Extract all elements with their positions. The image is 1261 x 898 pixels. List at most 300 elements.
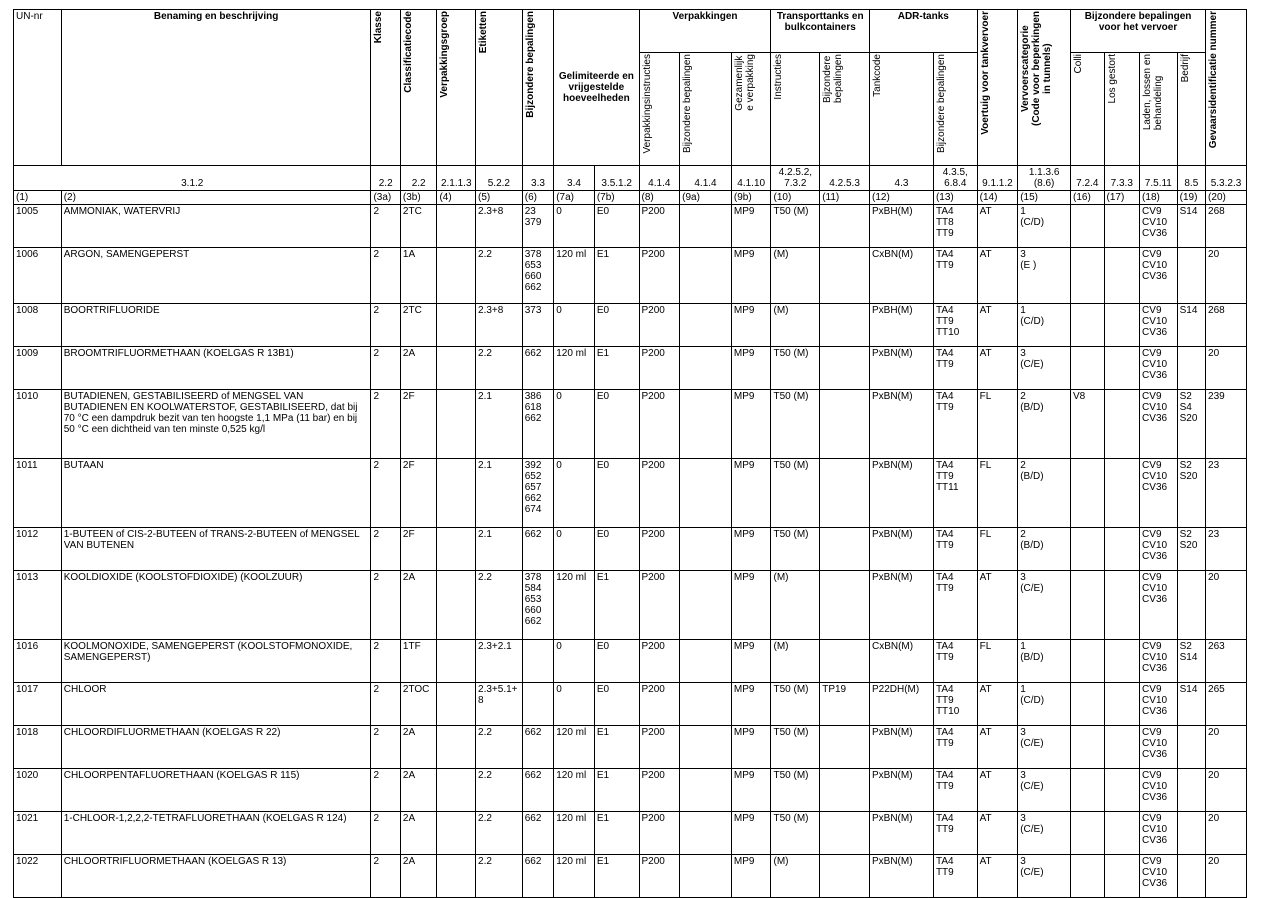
- table-cell: [680, 640, 732, 683]
- column-number: (4): [437, 191, 476, 205]
- table-cell: 3 (C/E): [1018, 769, 1071, 812]
- table-row: [14, 640, 1247, 683]
- header-verpakkingsgroep: Verpakkingsgroep: [437, 10, 476, 166]
- table-cell: [1104, 205, 1140, 248]
- table-cell: TA4 TT9: [933, 528, 977, 571]
- table-cell: [1104, 390, 1140, 459]
- table-cell: TP19: [820, 683, 870, 726]
- table-cell: MP9: [731, 528, 771, 571]
- table-row: [14, 855, 1247, 898]
- table-cell: [437, 390, 476, 459]
- table-cell: [1071, 683, 1105, 726]
- table-cell: 120 ml: [554, 726, 595, 769]
- table-cell: MP9: [731, 571, 771, 640]
- table-cell: 3 (E ): [1018, 248, 1071, 304]
- table-cell: [1104, 640, 1140, 683]
- table-cell: [820, 205, 870, 248]
- header-laden-lossen: Laden, lossen en behandeling: [1140, 53, 1178, 166]
- table-cell: AT: [977, 347, 1018, 390]
- table-cell: T50 (M): [771, 683, 820, 726]
- table-cell: 239: [1206, 390, 1247, 459]
- column-number: (18): [1140, 191, 1178, 205]
- ref-cell: 3.3: [522, 166, 553, 191]
- table-cell: E0: [594, 304, 639, 347]
- table-cell: 20: [1206, 571, 1247, 640]
- ref-cell: 5.3.2.3: [1206, 166, 1247, 191]
- table-cell: TA4 TT9 TT11: [933, 459, 977, 528]
- table-cell: [1177, 248, 1205, 304]
- table-cell: TA4 TT9: [933, 571, 977, 640]
- name-cell: KOOLMONOXIDE, SAMENGEPERST (KOOLSTOFMONOXIDE, SAMENGEPERST): [61, 640, 371, 683]
- column-number: (9b): [731, 191, 771, 205]
- name-cell: AMMONIAK, WATERVRIJ: [61, 205, 371, 248]
- ref-cell: 8.5: [1177, 166, 1205, 191]
- table-cell: PxBN(M): [869, 390, 933, 459]
- table-cell: [680, 390, 732, 459]
- table-cell: 2A: [400, 726, 437, 769]
- name-cell: CHLOORDIFLUORMETHAAN (KOELGAS R 22): [61, 726, 371, 769]
- table-cell: [820, 812, 870, 855]
- table-cell: [1071, 640, 1105, 683]
- table-cell: E1: [594, 726, 639, 769]
- table-cell: 0: [554, 390, 595, 459]
- header-voertuig: Voertuig voor tankvervoer: [977, 10, 1018, 166]
- table-cell: [820, 726, 870, 769]
- table-cell: [437, 769, 476, 812]
- table-cell: 2F: [400, 390, 437, 459]
- table-cell: 392 652 657 662 674: [522, 459, 553, 528]
- column-number: (5): [476, 191, 523, 205]
- column-number: (9a): [680, 191, 732, 205]
- table-cell: T50 (M): [771, 528, 820, 571]
- table-cell: [1177, 855, 1205, 898]
- table-cell: 20: [1206, 726, 1247, 769]
- table-cell: 120 ml: [554, 812, 595, 855]
- un-number-cell: 1018: [14, 726, 62, 769]
- ref-cell: 2.2: [371, 166, 400, 191]
- table-cell: [1071, 726, 1105, 769]
- table-cell: 2F: [400, 459, 437, 528]
- table-row: [14, 459, 1247, 528]
- table-cell: 23 379: [522, 205, 553, 248]
- table-cell: P200: [639, 205, 680, 248]
- table-cell: 2.2: [476, 726, 523, 769]
- table-cell: MP9: [731, 248, 771, 304]
- column-number: (16): [1071, 191, 1105, 205]
- header-etiketten: Etiketten: [476, 10, 523, 166]
- table-cell: [820, 528, 870, 571]
- table-cell: 2.2: [476, 248, 523, 304]
- column-number: (19): [1177, 191, 1205, 205]
- header-gevaarsidentificatie: Gevaarsidentificatie nummer: [1206, 10, 1247, 166]
- table-cell: 378 584 653 660 662: [522, 571, 553, 640]
- table-cell: TA4 TT8 TT9: [933, 205, 977, 248]
- table-cell: P200: [639, 304, 680, 347]
- table-cell: 268: [1206, 304, 1247, 347]
- table-cell: 1 (C/D): [1018, 683, 1071, 726]
- table-cell: 2A: [400, 855, 437, 898]
- table-cell: [1104, 528, 1140, 571]
- column-number: (3a): [371, 191, 400, 205]
- table-cell: 386 618 662: [522, 390, 553, 459]
- table-cell: MP9: [731, 683, 771, 726]
- table-cell: 268: [1206, 205, 1247, 248]
- table-cell: P200: [639, 459, 680, 528]
- table-cell: E0: [594, 205, 639, 248]
- ref-cell: 4.1.4: [680, 166, 732, 191]
- table-row: [14, 683, 1247, 726]
- table-cell: [680, 683, 732, 726]
- header-un-nr: UN-nr: [14, 10, 62, 166]
- name-cell: BUTADIENEN, GESTABILISEERD of MENGSEL VAN BUTADIENEN EN KOOLWATERSTOF, GESTABILISEERD, dat bij 70 °C een dampdruk bezit van ten hoogste 1,1 MPa (11 bar) en bij 50 °C een dichtheid van ten minste 0,525 kg/l: [61, 390, 371, 459]
- table-cell: TA4 TT9: [933, 726, 977, 769]
- table-cell: [680, 726, 732, 769]
- table-cell: [1104, 347, 1140, 390]
- table-cell: E0: [594, 390, 639, 459]
- un-number-cell: 1010: [14, 390, 62, 459]
- table-cell: [1177, 571, 1205, 640]
- table-body: [14, 191, 1247, 898]
- table-cell: [680, 571, 732, 640]
- table-cell: [680, 205, 732, 248]
- table-cell: PxBN(M): [869, 571, 933, 640]
- table-cell: FL: [977, 640, 1018, 683]
- table-cell: CV9 CV10 CV36: [1140, 855, 1178, 898]
- table-cell: 2.2: [476, 855, 523, 898]
- un-number-cell: 1017: [14, 683, 62, 726]
- header-transporttanks: Transporttanks en bulkcontainers: [771, 10, 870, 53]
- table-cell: T50 (M): [771, 459, 820, 528]
- header-los-gestort: Los gestort: [1104, 53, 1140, 166]
- table-cell: 0: [554, 528, 595, 571]
- table-cell: [1177, 726, 1205, 769]
- table-cell: E0: [594, 459, 639, 528]
- table-cell: S2 S20: [1177, 528, 1205, 571]
- reference-row: [14, 166, 1247, 191]
- table-cell: [820, 459, 870, 528]
- table-cell: PxBN(M): [869, 459, 933, 528]
- table-cell: 662: [522, 769, 553, 812]
- table-cell: TA4 TT9: [933, 390, 977, 459]
- table-cell: MP9: [731, 726, 771, 769]
- un-number-cell: 1012: [14, 528, 62, 571]
- table-cell: 2A: [400, 812, 437, 855]
- table-cell: CV9 CV10 CV36: [1140, 528, 1178, 571]
- table-cell: 23: [1206, 459, 1247, 528]
- table-cell: 2: [371, 640, 400, 683]
- table-cell: AT: [977, 855, 1018, 898]
- ref-cell: 7.2.4: [1071, 166, 1105, 191]
- header-bedrijf: Bedrijf: [1177, 53, 1205, 166]
- table-cell: 2: [371, 304, 400, 347]
- table-cell: 1 (C/D): [1018, 304, 1071, 347]
- table-cell: 2: [371, 248, 400, 304]
- table-cell: MP9: [731, 769, 771, 812]
- table-cell: [437, 459, 476, 528]
- table-cell: T50 (M): [771, 812, 820, 855]
- table-cell: MP9: [731, 459, 771, 528]
- table-cell: TA4 TT9 TT10: [933, 304, 977, 347]
- table-cell: P200: [639, 812, 680, 855]
- table-cell: 2A: [400, 347, 437, 390]
- table-cell: 0: [554, 459, 595, 528]
- header-instructies: Instructies: [771, 53, 820, 166]
- table-cell: (M): [771, 855, 820, 898]
- table-cell: CV9 CV10 CV36: [1140, 248, 1178, 304]
- table-cell: P200: [639, 855, 680, 898]
- table-row: [14, 304, 1247, 347]
- table-row: [14, 390, 1247, 459]
- table-cell: 0: [554, 640, 595, 683]
- table-cell: [680, 304, 732, 347]
- table-cell: [437, 571, 476, 640]
- table-cell: [522, 683, 553, 726]
- table-cell: 2: [371, 347, 400, 390]
- table-cell: [820, 347, 870, 390]
- table-cell: 662: [522, 347, 553, 390]
- column-number-row: [14, 191, 1247, 205]
- table-cell: [820, 304, 870, 347]
- table-cell: [1104, 855, 1140, 898]
- table-cell: TA4 TT9: [933, 248, 977, 304]
- un-number-cell: 1005: [14, 205, 62, 248]
- table-row: [14, 726, 1247, 769]
- table-cell: CV9 CV10 CV36: [1140, 769, 1178, 812]
- table-cell: 20: [1206, 347, 1247, 390]
- table-cell: 120 ml: [554, 347, 595, 390]
- column-number: (7b): [594, 191, 639, 205]
- table-cell: 3 (C/E): [1018, 726, 1071, 769]
- table-cell: T50 (M): [771, 347, 820, 390]
- table-cell: MP9: [731, 855, 771, 898]
- table-cell: E1: [594, 769, 639, 812]
- name-cell: BUTAAN: [61, 459, 371, 528]
- table-cell: [1177, 347, 1205, 390]
- table-cell: [1104, 571, 1140, 640]
- table-cell: TA4 TT9: [933, 769, 977, 812]
- un-number-cell: 1009: [14, 347, 62, 390]
- table-cell: CV9 CV10 CV36: [1140, 390, 1178, 459]
- table-cell: TA4 TT9: [933, 855, 977, 898]
- table-cell: [820, 769, 870, 812]
- table-cell: [1071, 304, 1105, 347]
- table-row: [14, 528, 1247, 571]
- table-cell: 263: [1206, 640, 1247, 683]
- table-cell: P200: [639, 390, 680, 459]
- column-number: (17): [1104, 191, 1140, 205]
- table-cell: 1TF: [400, 640, 437, 683]
- table-cell: CxBN(M): [869, 640, 933, 683]
- table-cell: P200: [639, 640, 680, 683]
- table-cell: [680, 528, 732, 571]
- name-cell: 1-BUTEEN of CIS-2-BUTEEN of TRANS-2-BUTEEN of MENGSEL VAN BUTENEN: [61, 528, 371, 571]
- table-cell: [680, 812, 732, 855]
- table-cell: 0: [554, 683, 595, 726]
- table-cell: P200: [639, 726, 680, 769]
- table-cell: [1104, 726, 1140, 769]
- ref-cell: 7.5.11: [1140, 166, 1178, 191]
- table-cell: E1: [594, 248, 639, 304]
- table-cell: 20: [1206, 769, 1247, 812]
- table-cell: 2: [371, 205, 400, 248]
- table-cell: 2: [371, 769, 400, 812]
- table-row: [14, 769, 1247, 812]
- table-cell: E1: [594, 571, 639, 640]
- table-cell: CV9 CV10 CV36: [1140, 726, 1178, 769]
- table-cell: [437, 726, 476, 769]
- table-cell: PxBH(M): [869, 205, 933, 248]
- table-cell: CV9 CV10 CV36: [1140, 205, 1178, 248]
- table-cell: 2.3+5.1+ 8: [476, 683, 523, 726]
- table-cell: [680, 459, 732, 528]
- table-cell: [820, 571, 870, 640]
- table-cell: S14: [1177, 683, 1205, 726]
- table-cell: 2: [371, 528, 400, 571]
- table-cell: AT: [977, 304, 1018, 347]
- table-cell: CV9 CV10 CV36: [1140, 640, 1178, 683]
- table-cell: 3 (C/E): [1018, 571, 1071, 640]
- table-cell: MP9: [731, 347, 771, 390]
- table-cell: [1104, 683, 1140, 726]
- table-cell: 378 653 660 662: [522, 248, 553, 304]
- table-cell: E0: [594, 528, 639, 571]
- table-cell: AT: [977, 205, 1018, 248]
- table-cell: FL: [977, 390, 1018, 459]
- table-cell: S2 S4 S20: [1177, 390, 1205, 459]
- table-cell: [1104, 248, 1140, 304]
- table-cell: E1: [594, 812, 639, 855]
- table-cell: V8: [1071, 390, 1105, 459]
- table-cell: AT: [977, 812, 1018, 855]
- ref-cell: 4.2.5.3: [820, 166, 870, 191]
- table-cell: 3 (C/E): [1018, 855, 1071, 898]
- column-number: (12): [869, 191, 933, 205]
- table-cell: 2: [371, 812, 400, 855]
- table-cell: 1 (C/D): [1018, 205, 1071, 248]
- table-cell: [522, 640, 553, 683]
- table-cell: 2 (B/D): [1018, 528, 1071, 571]
- table-cell: [1071, 571, 1105, 640]
- table-cell: P22DH(M): [869, 683, 933, 726]
- table-cell: AT: [977, 571, 1018, 640]
- header-bijzondere-bepalingen: Bijzondere bepalingen: [522, 10, 553, 166]
- table-cell: 2.1: [476, 528, 523, 571]
- ref-cell: 2.1.1.3: [437, 166, 476, 191]
- table-cell: P200: [639, 571, 680, 640]
- table-cell: 2.1: [476, 459, 523, 528]
- table-cell: 3 (C/E): [1018, 812, 1071, 855]
- table-cell: TA4 TT9: [933, 812, 977, 855]
- table-cell: PxBN(M): [869, 726, 933, 769]
- table-cell: [1071, 205, 1105, 248]
- table-row: [14, 248, 1247, 304]
- table-cell: 2.2: [476, 812, 523, 855]
- column-number: (11): [820, 191, 870, 205]
- header-adr-bijzondere: Bijzondere bepalingen: [933, 53, 977, 166]
- table-cell: 120 ml: [554, 855, 595, 898]
- table-cell: 2: [371, 683, 400, 726]
- header-verpakkingsinstructies: Verpakkingsinstructies: [639, 53, 680, 166]
- table-cell: [820, 248, 870, 304]
- table-cell: CV9 CV10 CV36: [1140, 812, 1178, 855]
- column-number: (1): [14, 191, 62, 205]
- table-cell: [1071, 347, 1105, 390]
- header-transport-bijzondere: Bijzondere bepalingen: [820, 53, 870, 166]
- table-cell: [1104, 304, 1140, 347]
- table-cell: MP9: [731, 304, 771, 347]
- table-cell: 2.3+2.1: [476, 640, 523, 683]
- name-cell: KOOLDIOXIDE (KOOLSTOFDIOXIDE) (KOOLZUUR): [61, 571, 371, 640]
- table-cell: CV9 CV10 CV36: [1140, 571, 1178, 640]
- table-cell: [437, 248, 476, 304]
- table-cell: [437, 683, 476, 726]
- table-cell: [437, 528, 476, 571]
- ref-cell: 3.1.2: [14, 166, 371, 191]
- un-number-cell: 1011: [14, 459, 62, 528]
- table-cell: [437, 640, 476, 683]
- ref-cell: 4.1.10: [731, 166, 771, 191]
- table-cell: FL: [977, 459, 1018, 528]
- table-cell: P200: [639, 347, 680, 390]
- table-cell: S2 S20: [1177, 459, 1205, 528]
- table-cell: (M): [771, 640, 820, 683]
- ref-cell: 3.5.1.2: [594, 166, 639, 191]
- header-bijzondere-vervoer: Bijzondere bepalingen voor het vervoer: [1071, 10, 1206, 53]
- ref-cell: 4.1.4: [639, 166, 680, 191]
- table-row: [14, 347, 1247, 390]
- table-cell: TA4 TT9: [933, 347, 977, 390]
- table-cell: 2 (B/D): [1018, 390, 1071, 459]
- column-number: (7a): [554, 191, 595, 205]
- table-cell: 2A: [400, 571, 437, 640]
- ref-cell: 7.3.3: [1104, 166, 1140, 191]
- ref-cell: 3.4: [554, 166, 595, 191]
- table-cell: 2TOC: [400, 683, 437, 726]
- table-cell: [437, 855, 476, 898]
- table-cell: 2.2: [476, 347, 523, 390]
- table-cell: (M): [771, 571, 820, 640]
- table-cell: P200: [639, 528, 680, 571]
- ref-cell: 5.2.2: [476, 166, 523, 191]
- header-adr-tanks: ADR-tanks: [869, 10, 977, 53]
- table-cell: MP9: [731, 812, 771, 855]
- column-number: (20): [1206, 191, 1247, 205]
- header-colli: Colli: [1071, 53, 1105, 166]
- table-cell: T50 (M): [771, 205, 820, 248]
- table-cell: T50 (M): [771, 769, 820, 812]
- table-cell: MP9: [731, 205, 771, 248]
- table-cell: 0: [554, 205, 595, 248]
- table-cell: (M): [771, 304, 820, 347]
- table-cell: 120 ml: [554, 248, 595, 304]
- column-number: (14): [977, 191, 1018, 205]
- table-cell: [820, 390, 870, 459]
- table-cell: [820, 855, 870, 898]
- un-number-cell: 1008: [14, 304, 62, 347]
- name-cell: BOORTRIFLUORIDE: [61, 304, 371, 347]
- column-number: (6): [522, 191, 553, 205]
- table-cell: [1104, 769, 1140, 812]
- un-number-cell: 1013: [14, 571, 62, 640]
- name-cell: ARGON, SAMENGEPERST: [61, 248, 371, 304]
- un-number-cell: 1022: [14, 855, 62, 898]
- header-vervoerscategorie: Vervoerscategorie (Code voor beperkingen in tunnels): [1018, 10, 1071, 166]
- table-cell: 265: [1206, 683, 1247, 726]
- un-number-cell: 1006: [14, 248, 62, 304]
- table-cell: [1177, 769, 1205, 812]
- table-cell: 23: [1206, 528, 1247, 571]
- table-cell: [1104, 459, 1140, 528]
